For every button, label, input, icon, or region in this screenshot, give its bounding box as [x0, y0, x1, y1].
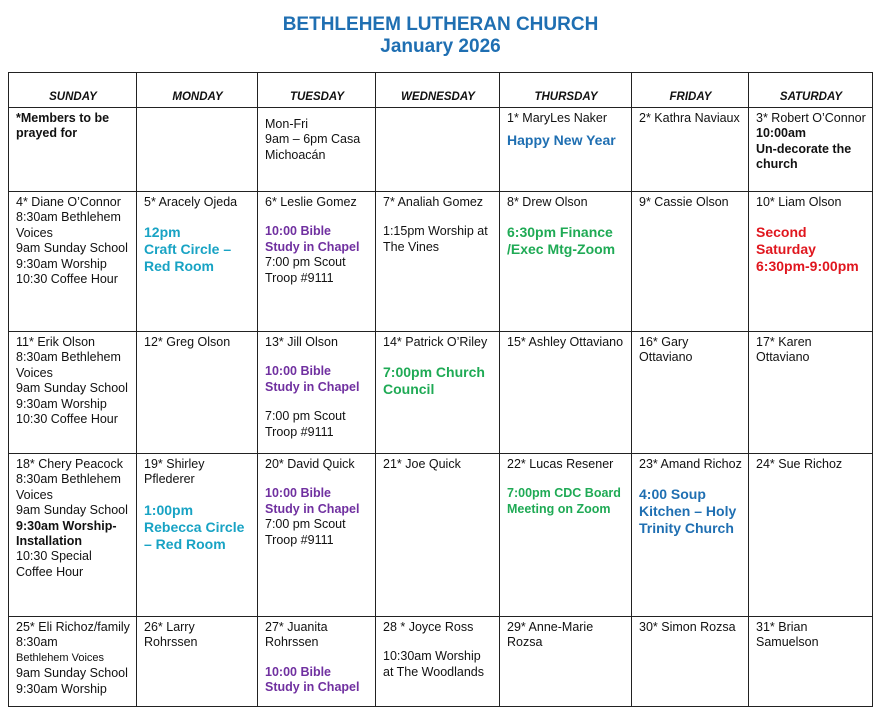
- cell-entry: 16* Gary Ottaviano: [639, 335, 693, 365]
- day-cell-sunday: [9, 332, 137, 454]
- cell-spacer: [507, 210, 625, 224]
- cell-spacer: [383, 210, 493, 224]
- day-cell-wednesday: [376, 332, 500, 454]
- cell-entry: 1* MaryLes Naker: [507, 111, 608, 125]
- cell-spacer: [756, 210, 866, 224]
- cell-entry: 1:00pm Rebecca Circle – Red Room: [144, 501, 245, 552]
- day-cell-friday: [632, 332, 749, 454]
- cell-entry: 12pm Craft Circle – Red Room: [144, 224, 232, 275]
- cell-entry: Second Saturday 6:30pm-9:00pm: [756, 224, 859, 275]
- cell-entry: 11* Erik Olson 8:30am Bethlehem Voices 9am Sunday School 9:30am Worship 10:30 Coffee Hour: [16, 335, 128, 427]
- day-cell-thursday: [500, 108, 632, 192]
- week-row: [9, 108, 873, 192]
- weekday-sunday: SUNDAY: [9, 73, 137, 108]
- cell-spacer: [639, 472, 742, 486]
- day-cell-saturday: [749, 332, 873, 454]
- week-row: [9, 454, 873, 617]
- month-title: January 2026: [380, 36, 501, 57]
- day-cell-thursday: [500, 192, 632, 332]
- weekday-friday: FRIDAY: [632, 73, 749, 108]
- cell-entry: 7* Analiah Gomez: [383, 195, 484, 209]
- day-cell-friday: [632, 108, 749, 192]
- cell-entry: 29* Anne-Marie Rozsa: [507, 620, 594, 650]
- day-cell-wednesday: [376, 617, 500, 707]
- cell-entry: 28 * Joyce Ross: [383, 620, 474, 634]
- week-row: [9, 192, 873, 332]
- cell-entry: 25* Eli Richoz/family 8:30am: [16, 620, 130, 650]
- cell-entry: 19* Shirley Pflederer: [144, 457, 205, 487]
- cell-entry: 3* Robert O’Connor: [756, 111, 866, 125]
- day-cell-tuesday: [258, 454, 376, 617]
- day-cell-saturday: [749, 617, 873, 707]
- cell-entry: 5* Aracely Ojeda: [144, 195, 238, 209]
- cell-entry: 10:00 Bible Study in Chapel: [265, 664, 360, 695]
- cell-entry: 27* Juanita Rohrssen: [265, 620, 328, 650]
- day-cell-thursday: [500, 454, 632, 617]
- cell-spacer: [265, 651, 369, 665]
- day-cell-wednesday: [376, 454, 500, 617]
- weekday-wednesday: WEDNESDAY: [376, 73, 500, 108]
- cell-entry: 20* David Quick: [265, 457, 355, 471]
- cell-entry: 10:00am Un-decorate the church: [756, 126, 852, 172]
- calendar-grid: [8, 72, 873, 707]
- cell-spacer: [265, 350, 369, 364]
- cell-entry: 15* Ashley Ottaviano: [507, 335, 624, 349]
- day-cell-monday: [137, 332, 258, 454]
- cell-spacer: [265, 472, 369, 486]
- day-cell-wednesday: [376, 108, 500, 192]
- weekday-tuesday: TUESDAY: [258, 73, 376, 108]
- week-row: [9, 617, 873, 707]
- cell-spacer: [265, 395, 369, 409]
- cell-entry: 10:30am Worship at The Woodlands: [383, 649, 484, 679]
- weekday-thursday: THURSDAY: [500, 73, 632, 108]
- cell-entry: 23* Amand Richoz: [639, 457, 742, 471]
- cell-entry: 30* Simon Rozsa: [639, 620, 736, 634]
- day-cell-saturday: [749, 454, 873, 617]
- cell-spacer: [383, 350, 493, 364]
- day-cell-sunday: [9, 108, 137, 192]
- cell-entry: Bethlehem Voices: [16, 651, 105, 664]
- day-cell-friday: [632, 617, 749, 707]
- cell-entry: 26* Larry Rohrssen: [144, 620, 198, 650]
- cell-entry: 21* Joe Quick: [383, 457, 461, 471]
- church-title: BETHLEHEM LUTHERAN CHURCH: [282, 14, 599, 35]
- cell-entry: 10:00 Bible Study in Chapel: [265, 364, 360, 394]
- cell-entry: 10:30 Special Coffee Hour: [16, 549, 92, 579]
- cell-entry: Mon-Fri 9am – 6pm Casa Michoacán: [265, 117, 361, 162]
- cell-entry: 12* Greg Olson: [144, 335, 231, 349]
- day-cell-sunday: [9, 192, 137, 332]
- cell-entry: 4:00 Soup Kitchen – Holy Trinity Church: [639, 486, 737, 537]
- cell-entry: 7:00pm Church Council: [383, 364, 485, 398]
- cell-entry: 7:00 pm Scout Troop #9111: [265, 409, 346, 439]
- week-row: [9, 332, 873, 454]
- cell-entry: 1:15pm Worship at The Vines: [383, 224, 488, 254]
- day-cell-thursday: [500, 332, 632, 454]
- day-cell-thursday: [500, 617, 632, 707]
- day-cell-saturday: [749, 192, 873, 332]
- day-cell-monday: [137, 192, 258, 332]
- day-cell-sunday: [9, 454, 137, 617]
- cell-spacer: [383, 635, 493, 649]
- day-cell-wednesday: [376, 192, 500, 332]
- day-cell-monday: [137, 454, 258, 617]
- cell-entry: 2* Kathra Naviaux: [639, 111, 740, 125]
- day-cell-sunday: [9, 617, 137, 707]
- cell-entry: 10:00 Bible Study in Chapel: [265, 224, 360, 254]
- cell-entry: 9* Cassie Olson: [639, 195, 729, 209]
- weekday-header-row: [9, 73, 873, 108]
- day-cell-tuesday: [258, 108, 376, 192]
- cell-entry: 18* Chery Peacock 8:30am Bethlehem Voices 9am Sunday School: [16, 457, 128, 518]
- cell-entry: Happy New Year: [507, 132, 616, 149]
- cell-entry: 14* Patrick O’Riley: [383, 335, 488, 349]
- cell-entry: 24* Sue Richoz: [756, 457, 843, 471]
- cell-entry: 9:30am Worship-Installation: [16, 518, 117, 549]
- cell-entry: 22* Lucas Resener: [507, 457, 614, 471]
- cell-entry: 9am Sunday School 9:30am Worship: [16, 666, 128, 696]
- cell-spacer: [265, 210, 369, 224]
- cell-spacer: [144, 210, 251, 224]
- weekday-saturday: SATURDAY: [749, 73, 873, 108]
- calendar-body: [9, 108, 873, 707]
- cell-entry: 17* Karen Ottaviano: [756, 335, 812, 365]
- cell-entry: 10:00 Bible Study in Chapel: [265, 486, 360, 516]
- day-cell-monday: [137, 108, 258, 192]
- cell-entry: 31* Brian Samuelson: [756, 620, 819, 650]
- cell-entry: 7:00pm CDC Board Meeting on Zoom: [507, 486, 621, 516]
- day-cell-tuesday: [258, 332, 376, 454]
- cell-entry: 6:30pm Finance /Exec Mtg-Zoom: [507, 224, 616, 258]
- day-cell-friday: [632, 454, 749, 617]
- cell-entry: 13* Jill Olson: [265, 335, 338, 349]
- cell-entry: 7:00 pm Scout Troop #9111: [265, 255, 346, 285]
- cell-entry: 8* Drew Olson: [507, 195, 588, 209]
- cell-entry: 7:00 pm Scout Troop #9111: [265, 517, 346, 547]
- cell-spacer: [507, 472, 625, 486]
- weekday-monday: MONDAY: [137, 73, 258, 108]
- cell-entry: 6* Leslie Gomez: [265, 195, 357, 209]
- day-cell-friday: [632, 192, 749, 332]
- day-cell-monday: [137, 617, 258, 707]
- cell-entry: *Members to be prayed for: [16, 111, 110, 141]
- cell-spacer: [144, 488, 251, 502]
- day-cell-tuesday: [258, 192, 376, 332]
- cell-entry: 4* Diane O’Connor 8:30am Bethlehem Voices 9am Sunday School 9:30am Worship 10:30 Coffee Hour: [16, 195, 128, 287]
- day-cell-tuesday: [258, 617, 376, 707]
- day-cell-saturday: [749, 108, 873, 192]
- cell-entry: 10* Liam Olson: [756, 195, 842, 209]
